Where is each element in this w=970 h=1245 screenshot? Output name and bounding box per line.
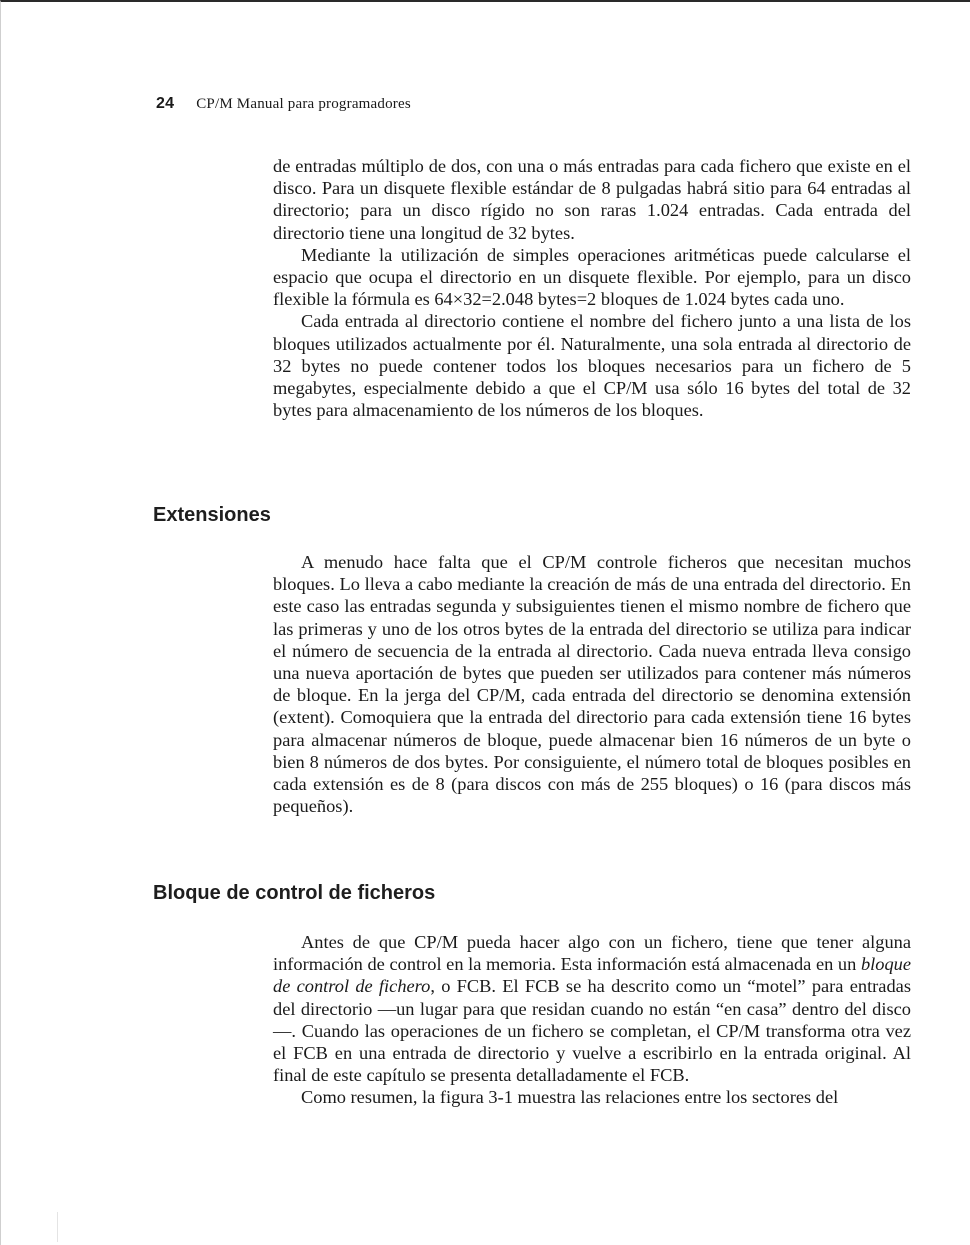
- intro-text-block: [273, 155, 911, 421]
- extensiones-text-block: [273, 551, 911, 817]
- extensiones-paragraph-1: A menudo hace falta que el CP/M controle ficheros que necesitan muchos bloques. Lo lleva a cabo mediante la creación de más de una entrada del directorio. En este caso las entradas segunda y subsiguientes tienen el mismo nombre de fichero que las primeras y uno de los otros bytes de la entrada del directorio se utiliza para indicar el número de secuencia de la entrada al directorio. Cada nueva entrada lleva consigo una nueva aportación de bytes que pueden ser utilizados para contener más números de bloque. En la jerga del CP/M, cada entrada del directorio se denomina extensión (extent). Comoquiera que la entrada del directorio para cada extensión tiene 16 bytes para almacenar números de bloque, puede almacenar bien 16 números de un byte o bien 8 números de dos bytes. Por consiguiente, el número total de bloques posibles en cada extensión es de 8 (para discos con más de 255 bloques) o 16 (para discos más pequeños).: [273, 552, 911, 817]
- fcb-term-italic: bloque de control de fichero: [273, 954, 911, 997]
- fcb-paragraph-1-end: , o FCB. El FCB se ha descrito como un “motel” para entradas del directorio —un lugar para que residan cuando no están “en casa” dentro del disco—. Cuando las operaciones de un fichero se completan, el CP/M transforma otra vez el FCB en una entrada de directorio y vuelve a escribirlo en la entrada original. Al final de este capítulo se presenta detalladamente el FCB.: [273, 976, 911, 1086]
- fcb-paragraph-1-start: Antes de que CP/M pueda hacer algo con un fichero, tiene que tener alguna información de control en la memoria. Esta información está almacenada en un: [273, 932, 911, 975]
- fcb-paragraph-2: Como resumen, la figura 3-1 muestra las relaciones entre los sectores del: [301, 1087, 839, 1108]
- section-heading-extensiones: Extensiones: [153, 504, 271, 526]
- running-title: CP/M Manual para programadores: [196, 96, 411, 112]
- page-edge-mark: [57, 1212, 58, 1242]
- intro-paragraph-2: Mediante la utilización de simples operaciones aritméticas puede calcularse el espacio que ocupa el directorio en un disquete flexible. Por ejemplo, para un disco flexible la fórmula es 64×32=2.048 bytes=2 bloques de 1.024 bytes cada uno.: [273, 244, 911, 310]
- page-number: 24: [156, 95, 175, 112]
- intro-paragraph-3: Cada entrada al directorio contiene el nombre del fichero junto a una lista de los bloques utilizados actualmente por él. Naturalmente, una sola entrada al directorio de 32 bytes no puede contener todos los bloques necesarios para un fichero de 5 megabytes, especialmente debido a que el CP/M usa sólo 16 bytes del total de 32 bytes para almacenamiento de los números de los bloques.: [273, 311, 911, 421]
- section-heading-fcb: Bloque de control de ficheros: [153, 882, 436, 904]
- running-header: [156, 95, 411, 113]
- fcb-paragraph-1: [273, 931, 911, 1086]
- fcb-text-block: [273, 931, 911, 1109]
- intro-paragraph-1: de entradas múltiplo de dos, con una o más entradas para cada fichero que existe en el disco. Para un disquete flexible estándar de 8 pulgadas habrá sitio para 64 entradas al directorio; para un disco rígido no son raras 1.024 entradas. Cada entrada del directorio tiene una longitud de 32 bytes.: [273, 156, 911, 243]
